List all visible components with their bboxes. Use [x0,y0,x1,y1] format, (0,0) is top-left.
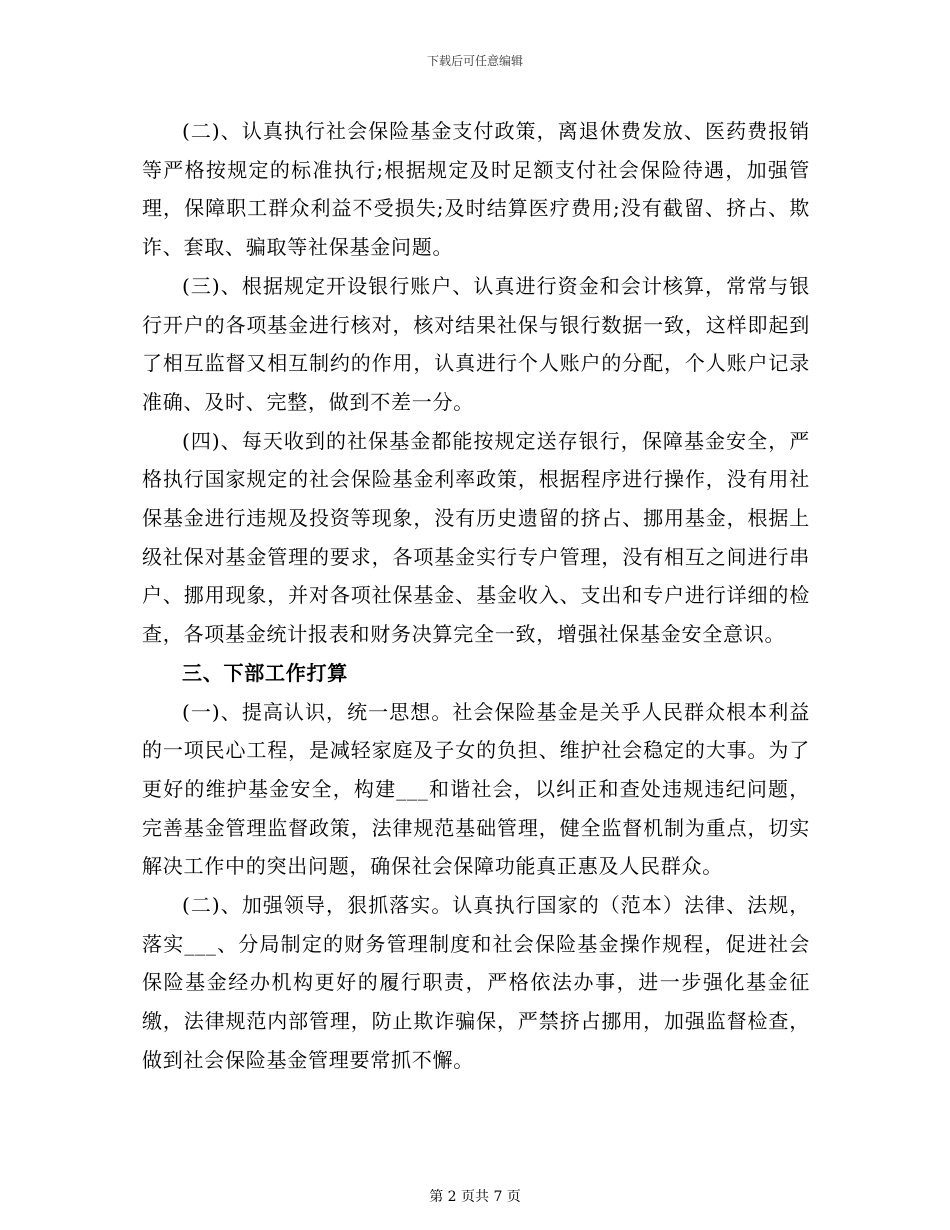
page-header: 下载后可任意编辑 [426,54,523,68]
paragraph-4: (四)、每天收到的社保基金都能按规定送存银行，保障基金安全，严格执行国家规定的社会保险基金利率政策，根据程序进行操作，没有用社保基金进行违规及投资等现象，没有历史遗留的挤占、挪用基金，根据上级社保对基金管理的要求，各项基金实行专户管理，没有相互之间进行串户、挪用现象，并对各项社保基金、基金收入、支出和专户进行详细的检查，各项基金统计报表和财务决算完全一致，增强社保基金安全意识。 [142,428,810,647]
section-heading: 三、下部工作打算 [182,660,348,685]
document-body [142,112,810,1080]
page-number: 第 2 页共 7 页 [429,1189,521,1205]
plan-paragraph-2: (二)、加强领导，狠抓落实。认真执行国家的（范本）法律、法规，落实___、分局制定的财务管理制度和社会保险基金操作规程，促进社会保险基金经办机构更好的履行职责，严格依法办事，进一步强化基金征缴，法律规范内部管理，防止欺诈骗保，严禁挤占挪用，加强监督检查，做到社会保险基金管理要常抓不懈。 [142,893,810,1072]
plan-paragraph-1: (一)、提高认识，统一思想。社会保险基金是关乎人民群众根本利益的一项民心工程，是减轻家庭及子女的负担、维护社会稳定的大事。为了更好的维护基金安全，构建___和谐社会，以纠正和查处违规违纪问题，完善基金管理监督政策，法律规范基础管理，健全监督机制为重点，切实解决工作中的突出问题，确保社会保障功能真正惠及人民群众。 [142,699,810,879]
paragraph-3: (三)、根据规定开设银行账户、认真进行资金和会计核算，常常与银行开户的各项基金进行核对，核对结果社保与银行数据一致，这样即起到了相互监督又相互制约的作用，认真进行个人账户的分配，个人账户记录准确、及时、完整，做到不差一分。 [142,273,810,414]
paragraph-2: (二)、认真执行社会保险基金支付政策，离退休费发放、医药费报销等严格按规定的标准执行;根据规定及时足额支付社会保险待遇，加强管理，保障职工群众利益不受损失;及时结算医疗费用;没有截留、挤占、欺诈、套取、骗取等社保基金问题。 [142,119,810,260]
